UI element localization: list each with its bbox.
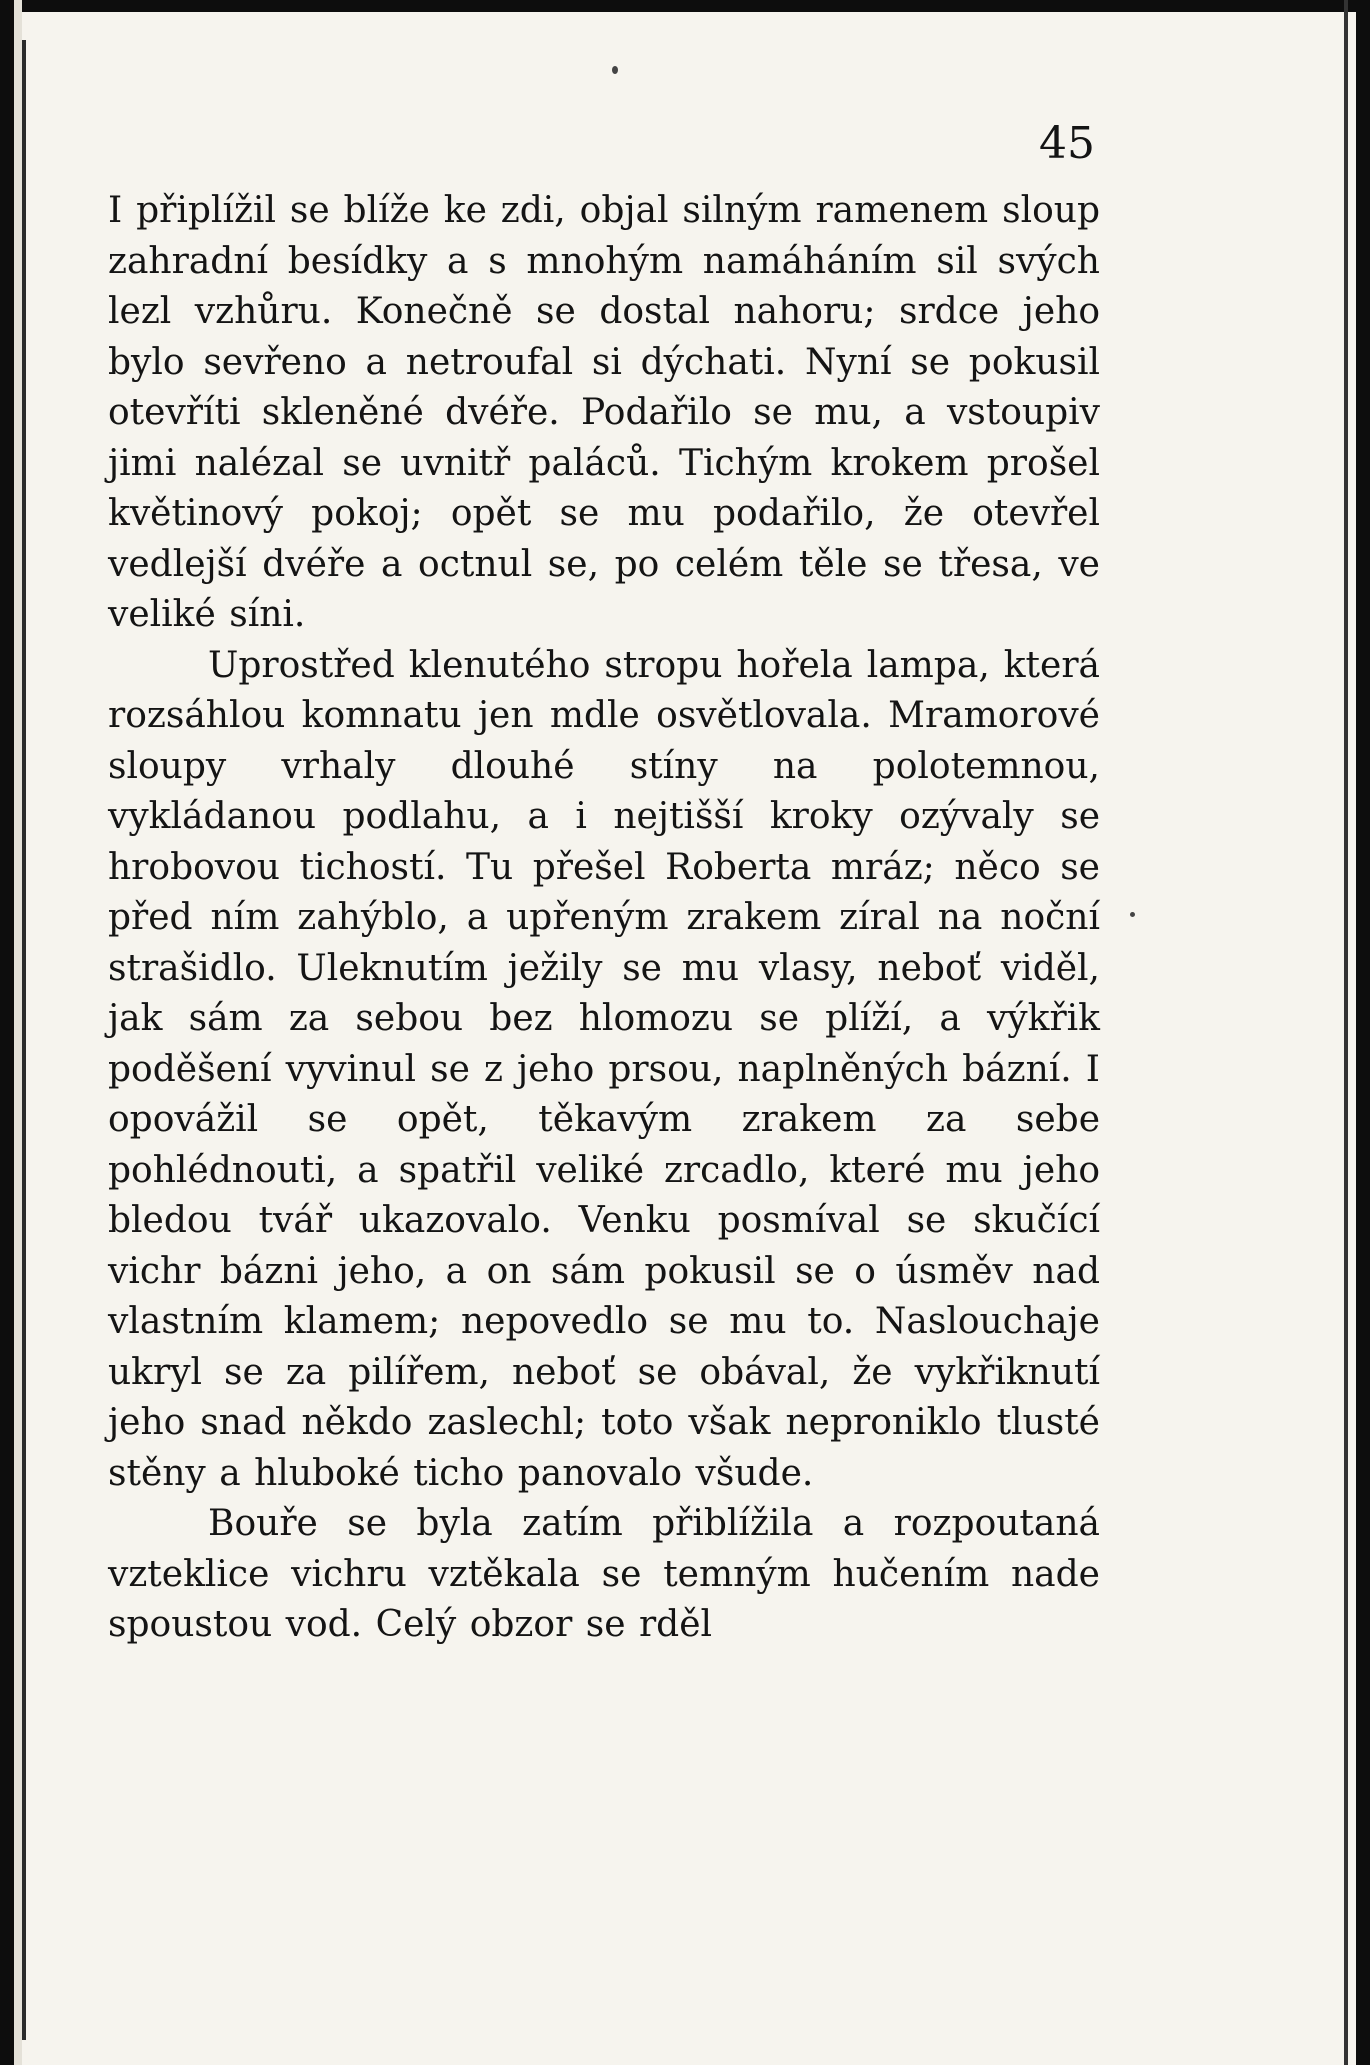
scan-edge-right <box>1356 0 1370 2065</box>
scan-edge-left-gap <box>14 0 22 2065</box>
paragraph-2: Uprostřed klenutého stropu hořela lampa, která rozsáhlou komnatu jen mdle osvětlovala. Mramorové sloupy vrhaly dlouhé stíny na polotemnou, vykládanou podlahu, a i nejtišší kroky ozývaly se hrobovou tichostí. Tu přešel Roberta mráz; něco se před ním zahýblo, a upřeným zrakem zíral na noční strašidlo. Uleknutím ježily se mu vlasy, neboť viděl, jak sám za sebou bez hlomozu se plíží, a výkřik poděšení vyvinul se z jeho prsou, naplněných bázní. I opovážil se opět, těkavým zrakem za sebe pohlédnouti, a spatřil veliké zrcadlo, které mu jeho bledou tvář ukazovalo. Venku posmíval se skučící vichr bázni jeho, a on sám pokusil se o úsměv nad vlastním klamem; nepovedlo se mu to. Naslouchaje ukryl se za pilířem, neboť se obával, že vykřiknutí jeho snad někdo zaslechl; toto však neproniklo tlusté stěny a hluboké ticho panovalo všude. <box>108 644 1100 1494</box>
paragraph-1: I připlížil se blíže ke zdi, objal silným ramenem sloup zahradní besídky a s mnohým namáháním sil svých lezl vzhůru. Konečně se dostal nahoru; srdce jeho bylo sevřeno a netroufal si dýchati. Nyní se pokusil otevříti skleněné dvéře. Podařilo se mu, a vstoupiv jimi nalézal se uvnitř paláců. Tichým krokem prošel květinový pokoj; opět se mu podařilo, že otevřel vedlejší dvéře a octnul se, po celém těle se třesa, ve veliké síni. <box>108 190 1100 635</box>
scan-edge-top <box>0 0 1370 12</box>
scan-edge-right-inner <box>1344 0 1348 2065</box>
paragraph-3: Bouře se byla zatím přiblížila a rozpoutaná vzteklice vichru vztěkala se temným hučením nade spoustou vod. Celý obzor se rděl <box>108 1503 1100 1645</box>
scan-edge-left-inner <box>22 40 26 2040</box>
body-text <box>108 186 1100 1651</box>
ink-speck <box>612 66 618 74</box>
ink-speck <box>1130 912 1135 917</box>
page-number: 45 <box>1039 118 1095 169</box>
scan-edge-left <box>0 0 14 2065</box>
